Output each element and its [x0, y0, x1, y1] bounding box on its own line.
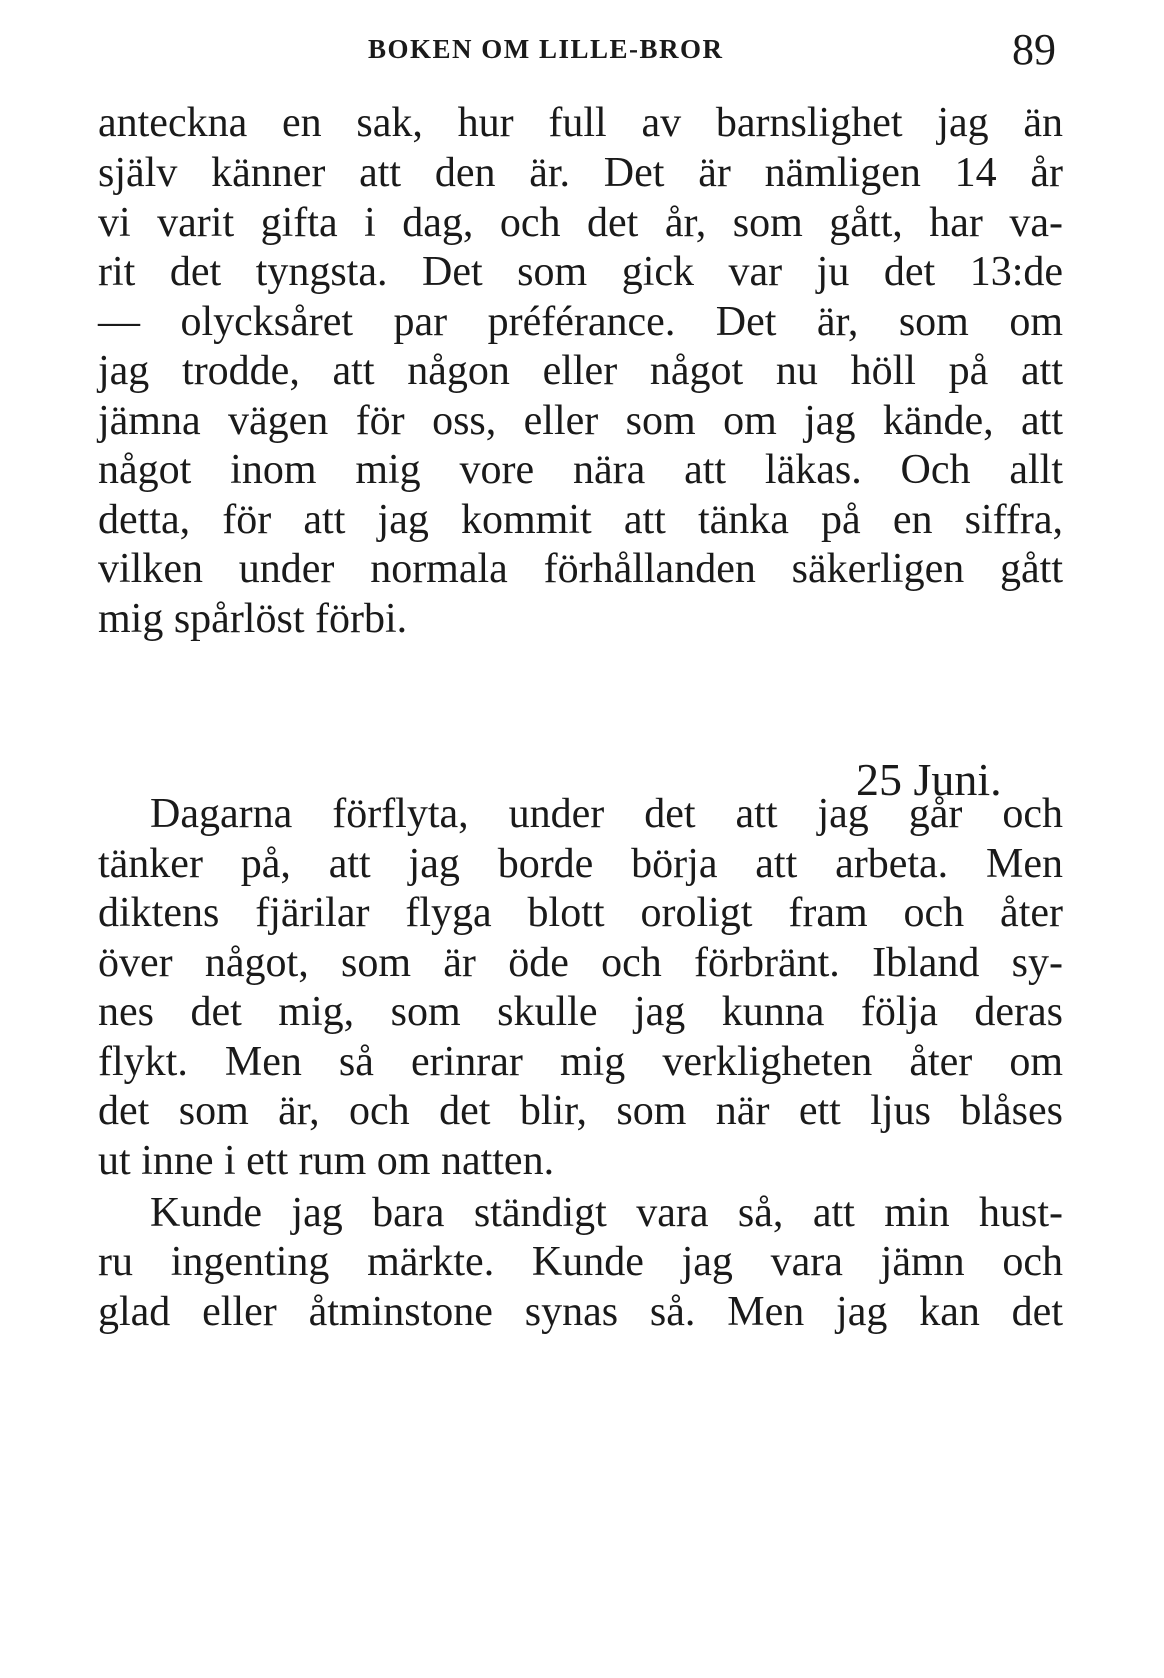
text-line: ru ingenting märkte. Kunde jag vara jämn och — [98, 1239, 1063, 1285]
text-line: tänker på, att jag borde börja att arbeta. Men — [98, 841, 1063, 887]
page-header — [0, 25, 1164, 78]
text-line: ut inne i ett rum om natten. — [98, 1138, 555, 1184]
text-line: anteckna en sak, hur full av barnslighet jag än — [98, 100, 1063, 146]
running-head: BOKEN OM LILLE-BROR — [368, 34, 724, 64]
text-line: något inom mig vore nära att läkas. Och allt — [98, 447, 1063, 493]
text-line: Dagarna förflyta, under det att jag går och — [150, 791, 1063, 837]
text-line: över något, som är öde och förbränt. Ibland sy- — [98, 940, 1063, 986]
text-line: mig spårlöst förbi. — [98, 596, 408, 642]
text-line: jämna vägen för oss, eller som om jag kände, att — [98, 398, 1063, 444]
text-line: rit det tyngsta. Det som gick var ju det 13:de — [98, 249, 1063, 295]
text-line: Kunde jag bara ständigt vara så, att min hust- — [150, 1190, 1063, 1236]
page-number: 89 — [1012, 25, 1056, 74]
text-line: det som är, och det blir, som när ett ljus blåses — [98, 1088, 1063, 1134]
text-line: själv känner att den är. Det är nämligen 14 år — [98, 150, 1063, 196]
date-heading: 25 Juni. — [856, 754, 1002, 805]
text-line: vilken under normala förhållanden säkerligen gått — [98, 546, 1063, 592]
text-line: detta, för att jag kommit att tänka på en siffra, — [98, 497, 1063, 543]
text-line: vi varit gifta i dag, och det år, som gått, har va- — [98, 200, 1063, 246]
text-line: jag trodde, att någon eller något nu höll på att — [98, 348, 1063, 394]
text-line: nes det mig, som skulle jag kunna följa deras — [98, 989, 1063, 1035]
text-line: — olycksåret par préférance. Det är, som om — [98, 299, 1063, 345]
text-line: glad eller åtminstone synas så. Men jag kan det — [98, 1289, 1063, 1335]
text-line: diktens fjärilar flyga blott oroligt fram och åter — [98, 890, 1063, 936]
text-line: flykt. Men så erinrar mig verkligheten åter om — [98, 1039, 1063, 1085]
